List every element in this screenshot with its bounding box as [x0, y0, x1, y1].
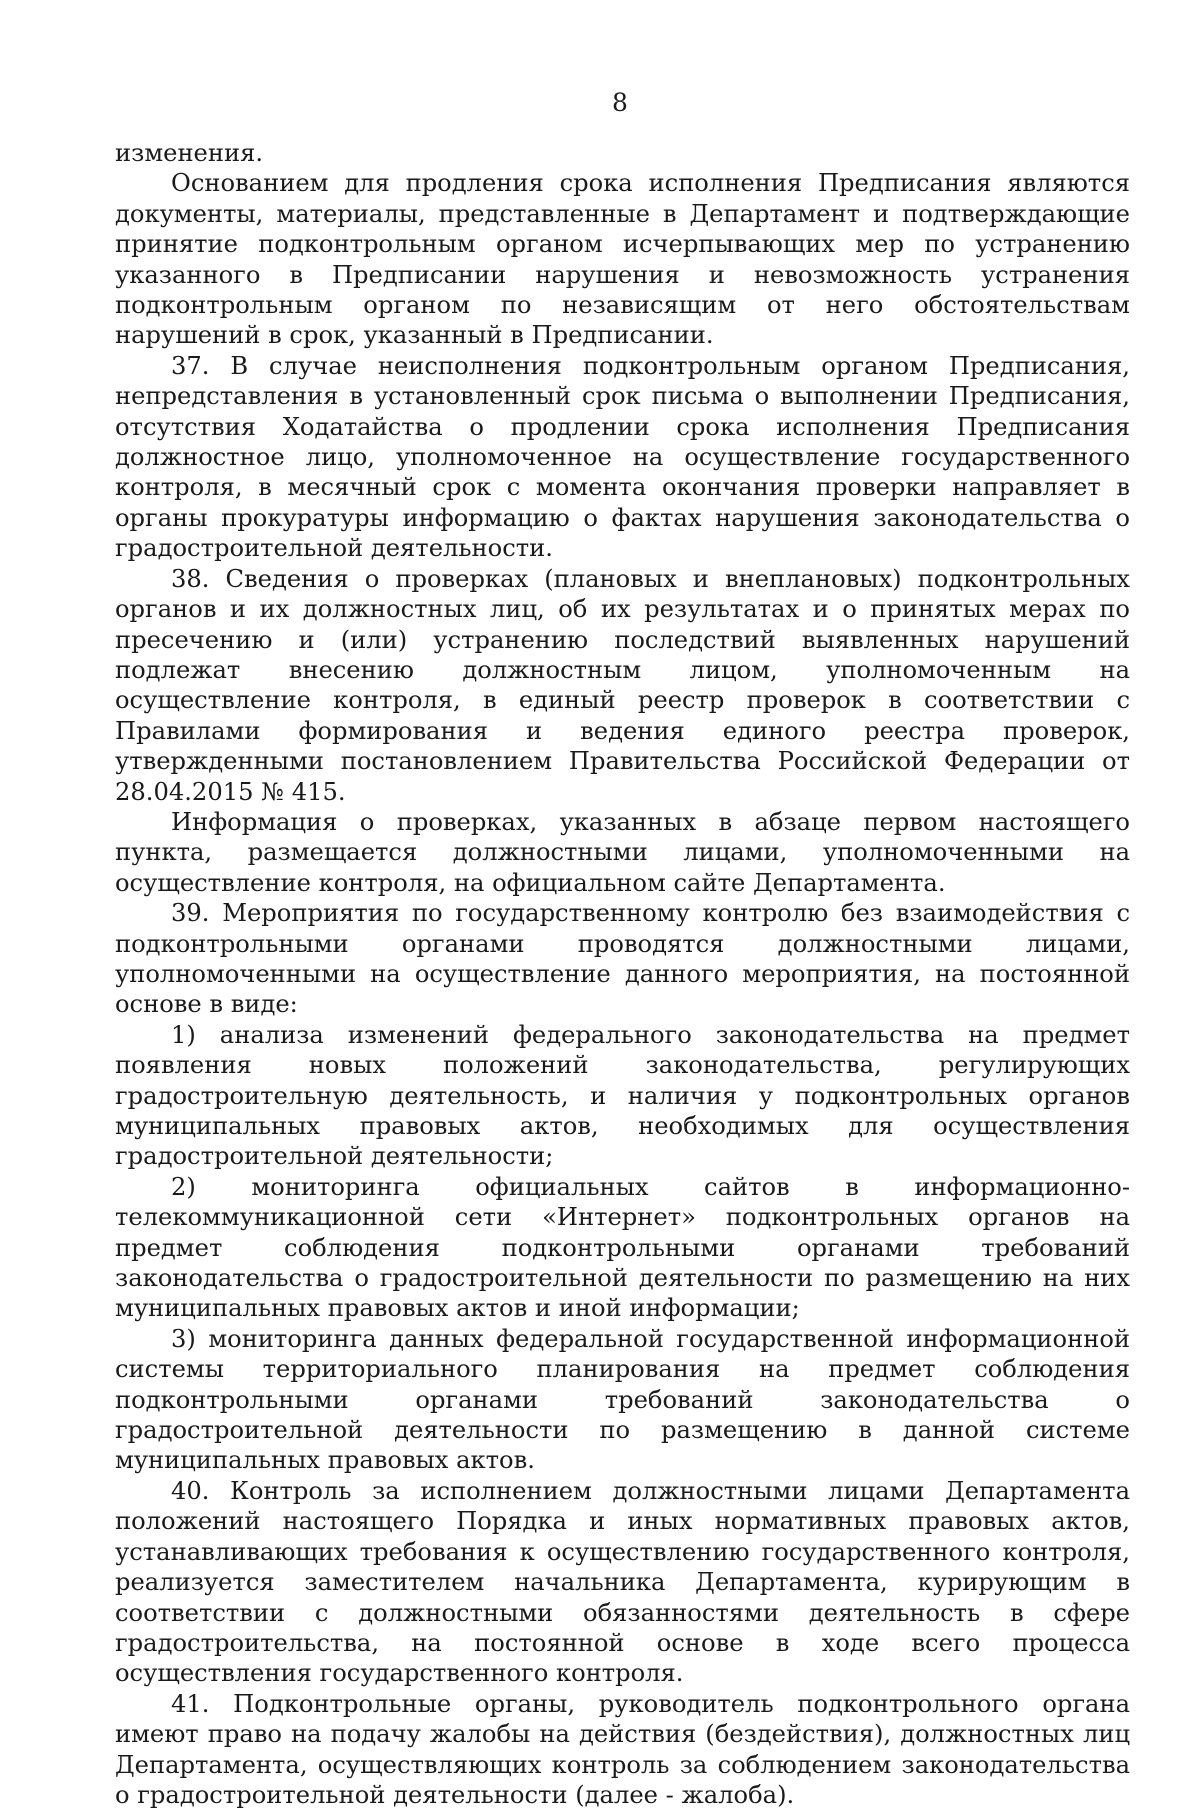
paragraph-item-39-subitem-2: 2) мониторинга официальных сайтов в информационно-телекоммуникационной сети «Интернет» подконтрольных органов на предмет соблюдения подконтрольными органами требований законодательства о градостроительной деятельности по размещению на них муниципальных правовых актов и иной информации;: [115, 1172, 1130, 1323]
page-number: 8: [612, 88, 628, 117]
paragraph-item-39-subitem-3: 3) мониторинга данных федеральной государственной информационной системы территориального планирования на предмет соблюдения подконтрольными органами требований законодательства о градостроительной деятельности по размещению в данной системе муниципальных правовых актов.: [115, 1324, 1130, 1475]
paragraph-item-39-subitem-1: 1) анализа изменений федерального законодательства на предмет появления новых положений законодательства, регулирующих градостроительную деятельность, и наличия у подконтрольных органов муниципальных правовых актов, необходимых для осуществления градостроительной деятельности;: [115, 1020, 1130, 1171]
paragraph-item-38-info: Информация о проверках, указанных в абзаце первом настоящего пункта, размещается должностными лицами, уполномоченными на осуществление контроля, на официальном сайте Департамента.: [115, 807, 1130, 897]
paragraph-item-37: 37. В случае неисполнения подконтрольным органом Предписания, непредставления в установленный срок письма о выполнении Предписания, отсутствия Ходатайства о продлении срока исполнения Предписания должностное лицо, уполномоченное на осуществление государственного контроля, в месячный срок с момента окончания проверки направляет в органы прокуратуры информацию о фактах нарушения законодательства о градостроительной деятельности.: [115, 351, 1130, 563]
paragraph-item-39: 39. Мероприятия по государственному контролю без взаимодействия с подконтрольными органами проводятся должностными лицами, уполномоченными на осуществление данного мероприятия, на постоянной основе в виде:: [115, 899, 1130, 1019]
paragraph-item-40: 40. Контроль за исполнением должностными лицами Департамента положений настоящего Порядка и иных нормативных правовых актов, устанавливающих требования к осуществлению государственного контроля, реализуется заместителем начальника Департамента, курирующим в соответствии с должностными обязанностями деятельность в сфере градостроительства, на постоянной основе в ходе всего процесса осуществления государственного контроля.: [115, 1476, 1130, 1688]
paragraph-extension-grounds: Основанием для продления срока исполнения Предписания являются документы, материалы, представленные в Департамент и подтверждающие принятие подконтрольным органом исчерпывающих мер по устранению указанного в Предписании нарушения и невозможность устранения подконтрольным органом по независящим от него обстоятельствам нарушений в срок, указанный в Предписании.: [115, 169, 1130, 350]
document-body: [115, 138, 1130, 1810]
paragraph-item-41: 41. Подконтрольные органы, руководитель подконтрольного органа имеют право на подачу жалобы на действия (бездействия), должностных лиц Департамента, осуществляющих контроль за соблюдением законодательства о градостроительной деятельности (далее - жалоба).: [115, 1689, 1130, 1809]
paragraph-item-38: 38. Сведения о проверках (плановых и внеплановых) подконтрольных органов и их должностных лиц, об их результатах и о принятых мерах по пресечению и (или) устранению последствий выявленных нарушений подлежат внесению должностным лицом, уполномоченным на осуществление контроля, в единый реестр проверок в соответствии с Правилами формирования и ведения единого реестра проверок, утвержденными постановлением Правительства Российской Федерации от 28.04.2015 № 415.: [115, 564, 1130, 806]
paragraph-continuation: изменения.: [115, 139, 264, 167]
